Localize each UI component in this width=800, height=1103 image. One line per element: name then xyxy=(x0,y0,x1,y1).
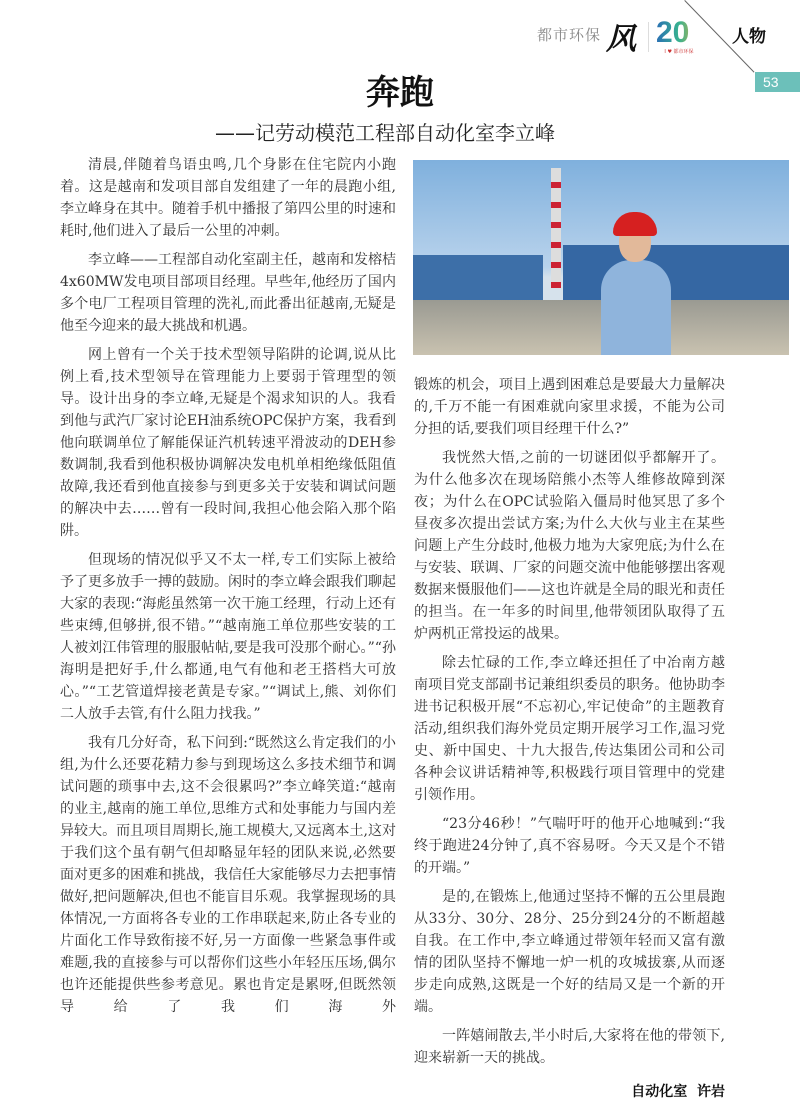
paragraph: 我恍然大悟,之前的一切谜团似乎都解开了。为什么他多次在现场陪熊小杰等人维修故障到深夜；为什么在OPC试验陷入僵局时他冥思了多个昼夜多次提出尝试方案;为什么大伙与业主在某些问题上产生分歧时,他极力地为大家兜底;为什么在与安装、联调、厂家的问题交流中他能够摆出客观数据来慑服他们——这也许就是全局的眼光和责任的担当。在一年多的时间里,他带领团队取得了五炉两机正常投运的战果。 xyxy=(414,450,725,642)
author-byline: 自动化室 许岩 xyxy=(631,1084,725,1100)
logo-number: 20 xyxy=(656,18,702,48)
paragraph: 一阵嬉闹散去,半小时后,大家将在他的带领下,迎来崭新一天的挑战。 xyxy=(414,1028,725,1066)
person-body xyxy=(601,260,671,355)
logo-tagline: I ♥ 都市环保 xyxy=(664,49,694,55)
anniversary-logo xyxy=(656,18,702,58)
page-number: 53 xyxy=(755,72,800,92)
paragraph: 清晨,伴随着鸟语虫鸣,几个身影在住宅院内小跑着。这是越南和发项目部自发组建了一年的晨跑小组,李立峰身在其中。随着手机中播报了第四公里的时速和耗时,他们进入了最后一公里的冲刺。 xyxy=(60,157,396,239)
section-label: 人物 xyxy=(732,27,766,47)
article-photo xyxy=(413,160,789,355)
article-subtitle: ——记劳动模范工程部自动化室李立峰 xyxy=(215,121,555,145)
magazine-brand: 都市环保 xyxy=(537,26,602,44)
chimney xyxy=(551,168,561,288)
paragraph: 除去忙碌的工作,李立峰还担任了中冶南方越南项目党支部副书记兼组织委员的职务。他协助李进书记积极开展“不忘初心,牢记使命”的主题教育活动,组织我们海外党员定期开展学习工作,温习党史、新中国史、十九大报告,传达集团公司和公司各种会议讲话精神等,积极践行项目管理中的党建引领作用。 xyxy=(414,655,725,803)
right-column xyxy=(414,374,725,1103)
article-title: 奔跑 xyxy=(366,73,434,113)
paragraph: 是的,在锻炼上,他通过坚持不懈的五公里晨跑从33分、30分、28分、25分到24分的不断超越自我。在工作中,李立峰通过带领年轻而又富有激情的团队坚持不懈地一炉一机的攻城拔寨,从而逐步走向成熟,这既是一个好的结局又是一个新的开端。 xyxy=(414,889,725,1015)
helmet-icon xyxy=(613,212,657,236)
left-column xyxy=(60,154,396,1018)
paragraph: 李立峰——工程部自动化室副主任，越南和发榕桔4x60MW发电项目部项目经理。早些年,他经历了国内多个电厂工程项目管理的洗礼,而此番出征越南,无疑是他至今迎来的最大挑战和机遇。 xyxy=(60,252,396,334)
paragraph: 网上曾有一个关于技术型领导陷阱的论调,说从比例上看,技术型领导在管理能力上要弱于管理型的领导。设计出身的李立峰,无疑是个渴求知识的人。我看到他与武汽厂家讨论EH油系统OPC保护方案，我看到他向联调单位了解能保证汽机转速平滑波动的DEH参数调制,我看到他积极协调解决发电机单相绝缘低阻值故障,我还看到他直接参与到更多关于安装和调试问题的解决中去……曾有一段时间,我担心他会陷入那个陷阱。 xyxy=(60,347,396,539)
paragraph: “23分46秒！”气喘吁吁的他开心地喊到:“我终于跑进24分钟了,真不容易呀。今天又是个不错的开端。” xyxy=(414,816,725,876)
divider xyxy=(648,22,649,52)
paragraph: 我有几分好奇，私下问到:“既然这么肯定我们的小组,为什么还要花精力参与到现场这么多技术细节和调试问题的琐事中去,这不会很累吗?”李立峰笑道:“越南的业主,越南的施工单位,思维方式和处事能力与国内差异较大。而且项目周期长,施工规模大,又远离本土,这对于我们这个虽有朝气但却略显年轻的团队来说,必然要面对更多的困难和挑战，我信任大家能够尽力去把事情做好,把问题解决,但也不能盲目乐观。我掌握现场的具体情况,一方面将各专业的工作串联起来,防止各专业的片面化工作导致衔接不好,另一方面像一些紧急事件或难题,我的直接参与可以帮你们这些小年轻压压场,偶尔也许还能提供些参考意见。累也肯定是累呀,但既然领导给了我们海外 xyxy=(60,735,396,1015)
paragraph: 锻炼的机会，项目上遇到困难总是要最大力量解决的,千万不能一有困难就向家里求援，不能为公司分担的话,要我们项目经理干什么?” xyxy=(414,377,725,437)
calligraphy-logo: 风 xyxy=(606,22,636,57)
paragraph: 但现场的情况似乎又不太一样,专工们实际上被给予了更多放手一搏的鼓励。闲时的李立峰会跟我们聊起大家的表现:“海彪虽然第一次干施工经理，行动上还有些束缚,但够拼,很不错。”“越南施工单位那些安装的工人被刘江伟管理的服服帖帖,要是我可没那个耐心。”“孙海明是把好手,什么都通,电气有他和老王搭档大可放心。”“工艺管道焊接老黄是专家。”“调试上,熊、刘你们二人放手去管,有什么阻力找我。” xyxy=(60,552,396,722)
